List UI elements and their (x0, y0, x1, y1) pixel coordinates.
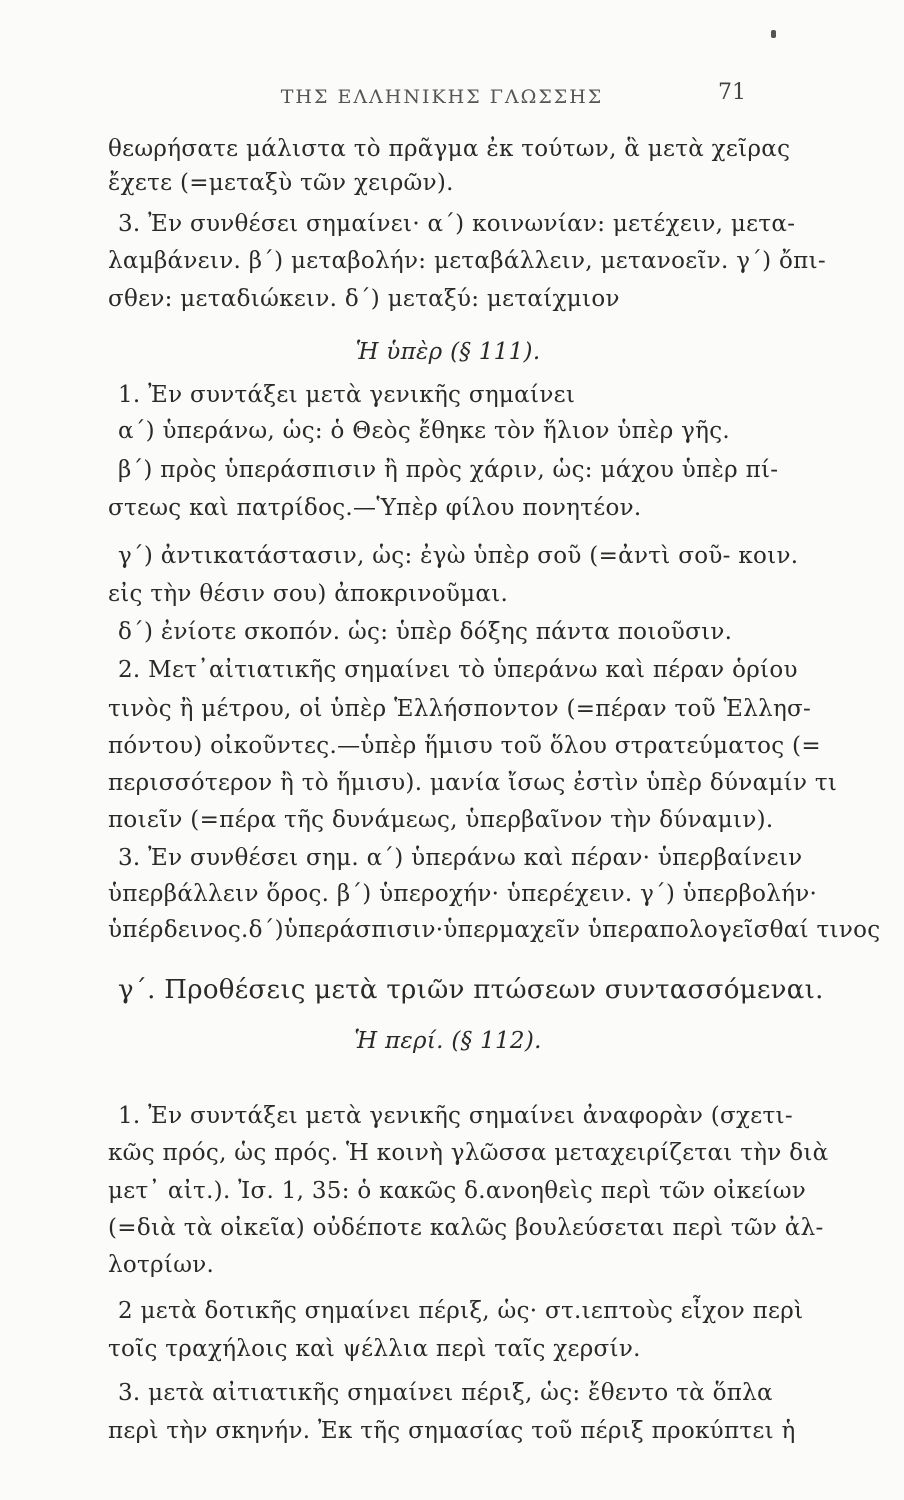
text-line: περισσότερον ἢ τὸ ἥμισυ). μανία ἴσως ἐστὶν ὑπὲρ δύναμίν τι (108, 770, 838, 796)
text-line: 2 μετὰ δοτικῆς σημαίνει πέριξ, ὡς· στ.ιεπτοὺς εἶχον περὶ (118, 1298, 804, 1324)
section-heading: Ἡ περί. (§ 112). (354, 1028, 542, 1054)
text-line: γ΄) ἀντικατάστασιν, ὡς: ἐγὼ ὑπὲρ σοῦ (=ἀντὶ σοῦ- κοιν. (118, 543, 799, 569)
text-line: 1. Ἐν συντάξει μετὰ γενικῆς σημαίνει ἀναφορὰν (σχετι- (118, 1103, 793, 1129)
text-line: τοῖς τραχήλοις καὶ ψέλλια περὶ ταῖς χερσίν. (108, 1336, 641, 1362)
text-line: λαμβάνειν. β΄) μεταβολήν: μεταβάλλειν, μετανοεῖν. γ΄) ὄπι- (108, 248, 826, 274)
text-line: τινὸς ἢ μέτρου, οἱ ὑπὲρ Ἑλλήσποντον (=πέραν τοῦ Ἑλλησ- (108, 696, 812, 722)
chapter-heading: γ΄. Προθέσεις μετὰ τριῶν πτώσεων συντασσόμεναι. (118, 975, 824, 1005)
text-line: 3. Ἐν συνθέσει σημ. α΄) ὑπεράνω καὶ πέραν· ὑπερβαίνειν (118, 845, 803, 871)
text-line: περὶ τὴν σκηνήν. Ἐκ τῆς σημασίας τοῦ πέριξ προκύπτει ἡ (108, 1418, 796, 1444)
running-header: ΤΗΣ ΕΛΛΗΝΙΚΗΣ ΓΛΩΣΣΗΣ (280, 86, 604, 108)
text-line: εἰς τὴν θέσιν σου) ἀποκρινοῦμαι. (108, 581, 509, 607)
text-line: 3. μετὰ αἰτιατικῆς σημαίνει πέριξ, ὡς: ἔθεντο τὰ ὅπλα (118, 1380, 773, 1406)
text-line: δ΄) ἐνίοτε σκοπόν. ὡς: ὑπὲρ δόξης πάντα ποιοῦσιν. (118, 619, 733, 645)
text-line: ποιεῖν (=πέρα τῆς δυνάμεως, ὑπερβαῖνον τὴν δύναμιν). (108, 807, 774, 833)
text-line: στεως καὶ πατρίδος.—Ὑπὲρ φίλου πονητέον. (108, 495, 642, 521)
text-line: ὑπερβάλλειν ὅρος. β΄) ὑπεροχήν· ὑπερέχειν. γ΄) ὑπερβολήν· (108, 881, 818, 907)
ink-mark (771, 30, 776, 38)
page-number: 71 (718, 80, 746, 105)
text-line: θεωρήσατε μάλιστα τὸ πρᾶγμα ἐκ τούτων, ἃ μετὰ χεῖρας (108, 136, 791, 162)
text-line: κῶς πρός, ὡς πρός. Ἡ κοινὴ γλῶσσα μεταχειρίζεται τὴν διὰ (108, 1140, 829, 1166)
text-line: σθεν: μεταδιώκειν. δ΄) μεταξύ: μεταίχμιον (108, 286, 620, 312)
text-line: μετ᾽ αἰτ.). Ἰσ. 1, 35: ὁ κακῶς δ.ανοηθεὶς περὶ τῶν οἰκείων (108, 1178, 807, 1204)
text-line: (=διὰ τὰ οἰκεῖα) οὐδέποτε καλῶς βουλεύσεται περὶ τῶν ἀλ- (108, 1215, 824, 1241)
text-line: πόντου) οἰκοῦντες.—ὑπὲρ ἥμισυ τοῦ ὅλου στρατεύματος (= (108, 733, 821, 759)
text-line: ὑπέρδεινος.δ΄)ὑπεράσπισιν·ὑπερμαχεῖν ὑπεραπολογεῖσθαί τινος (108, 917, 881, 943)
text-line: 2. Μετ᾽αἰτιατικῆς σημαίνει τὸ ὑπεράνω καὶ πέραν ὁρίου (118, 657, 798, 683)
section-heading: Ἡ ὑπὲρ (§ 111). (355, 339, 541, 365)
text-line: 1. Ἐν συντάξει μετὰ γενικῆς σημαίνει (118, 382, 576, 408)
text-line: λοτρίων. (108, 1252, 215, 1278)
text-line: 3. Ἐν συνθέσει σημαίνει· α΄) κοινωνίαν: μετέχειν, μετα- (118, 211, 796, 237)
text-line: β΄) πρὸς ὑπεράσπισιν ἢ πρὸς χάριν, ὡς: μάχου ὑπὲρ πί- (118, 457, 779, 483)
text-line: α΄) ὑπεράνω, ὡς: ὁ Θεὸς ἔθηκε τὸν ἥλιον ὑπὲρ γῆς. (118, 418, 731, 444)
text-line: ἔχετε (=μεταξὺ τῶν χειρῶν). (108, 170, 454, 196)
